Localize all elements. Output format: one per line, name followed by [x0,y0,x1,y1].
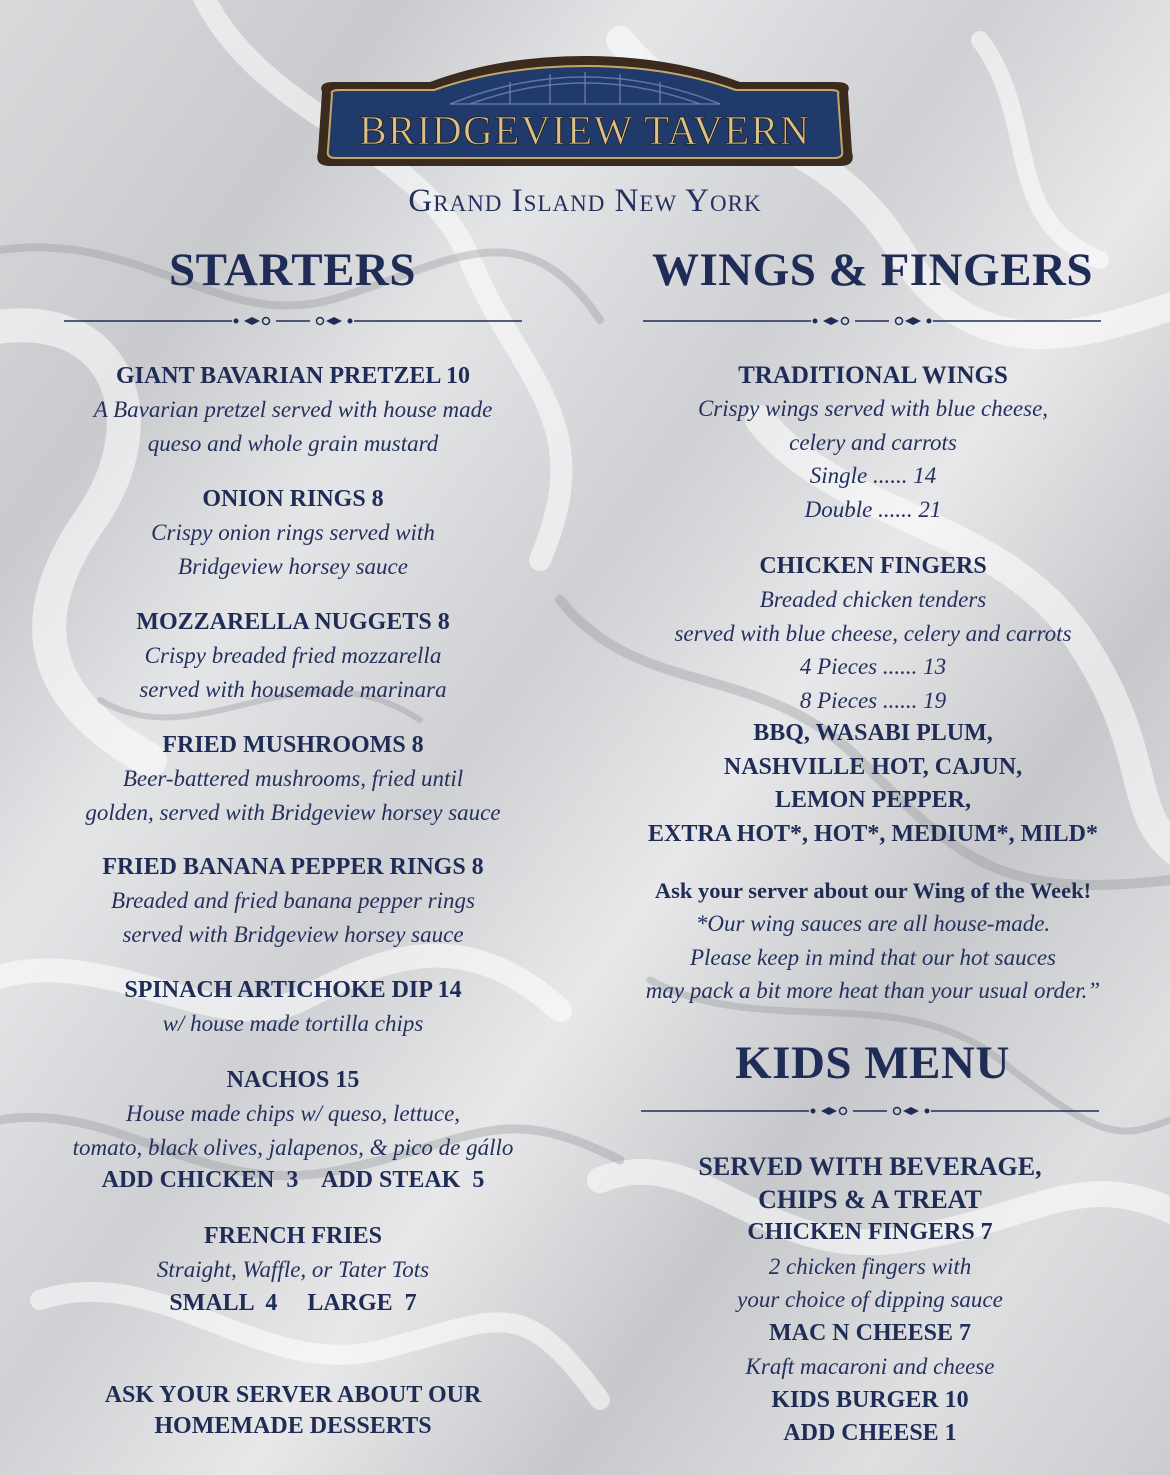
sauce-line: NASHVILLE HOT, CAJUN, [723,753,1023,780]
item-desc-line: served with housemade marinara [139,676,447,702]
menu-item-french-fries [53,1220,533,1320]
wings-title: WINGS & FINGERS [651,244,1093,296]
kids-item-name: KIDS BURGER 10 [771,1386,969,1413]
item-desc-line: served with blue cheese, celery and carrots [674,620,1072,646]
kids-item-desc: 2 chicken fingers with [768,1253,972,1279]
item-price-line: Single ...... 14 [809,463,937,488]
item-name: MOZZARELLA NUGGETS 8 [136,609,450,635]
item-desc-line: tomato, black olives, jalapenos, & pico de gállo [72,1134,514,1160]
item-desc-line: w/ house made tortilla chips [162,1011,424,1036]
kids-intro-line: CHIPS & A TREAT [758,1185,982,1214]
note-line: *Our wing sauces are all house-made. [695,911,1051,936]
item-desc-line: Beer-battered mushrooms, fried until [122,766,464,791]
item-name: FRIED MUSHROOMS 8 [162,732,424,758]
kids-item-addon: ADD CHEESE 1 [783,1420,957,1446]
item-desc-line: Breaded and fried banana pepper rings [111,888,475,913]
kids-item-name: CHICKEN FINGERS 7 [747,1219,993,1245]
menu-item-spinach-dip [53,974,533,1041]
item-name: NACHOS 15 [226,1067,360,1093]
menu-item-nachos [53,1064,533,1197]
desserts-note [53,1380,533,1442]
menu-item-chicken-fingers [633,550,1113,851]
item-price-line: Double ...... 21 [804,496,942,522]
location-subtitle: Grand Island New York [408,183,762,219]
item-desc-line: Bridgeview horsey sauce [178,553,408,579]
logo-sign [310,52,860,178]
item-name: CHICKEN FINGERS [759,553,987,579]
sauce-line: BBQ, WASABI PLUM, [753,720,993,746]
sauce-line: LEMON PEPPER, [775,787,971,813]
item-desc-line: Breaded chicken tenders [759,587,987,612]
item-desc-line: queso and whole grain mustard [147,430,439,456]
menu-item-onion-rings [53,483,533,583]
kids-divider [641,1104,1099,1118]
item-desc-line: Crispy wings served with blue cheese, [697,396,1049,421]
desserts-note-line: HOMEMADE DESSERTS [154,1413,432,1439]
item-desc-line: Crispy onion rings served with [151,520,435,545]
item-desc-line: golden, served with Bridgeview horsey sauce [85,799,501,825]
tavern-logo [310,52,860,178]
item-desc-line: A Bavarian pretzel served with house made [93,397,493,422]
starters-divider [64,314,522,328]
menu-item-banana-pepper-rings [53,851,533,951]
menu-item-pretzel [53,360,533,460]
kids-item-desc: Kraft macaroni and cheese [745,1354,995,1379]
note-title: Ask your server about our Wing of the Week! [654,878,1092,903]
kids-item-name: MAC N CHEESE 7 [768,1319,972,1346]
item-name: GIANT BAVARIAN PRETZEL 10 [115,363,471,389]
item-name: FRENCH FRIES [203,1223,383,1249]
item-addons: ADD CHICKEN 3 ADD STEAK 5 [101,1167,485,1193]
item-name: SPINACH ARTICHOKE DIP 14 [124,977,462,1003]
wings-divider [643,314,1101,328]
item-desc-line: served with Bridgeview horsey sauce [122,921,464,947]
item-price-line: 4 Pieces ...... 13 [799,654,947,679]
item-price-line: 8 Pieces ...... 19 [799,687,947,713]
sauce-line: EXTRA HOT*, HOT*, MEDIUM*, MILD* [647,820,1099,847]
desserts-note-line: ASK YOUR SERVER ABOUT OUR [104,1382,482,1408]
item-sizes: SMALL 4 LARGE 7 [169,1289,417,1316]
note-line: Please keep in mind that our hot sauces [689,944,1056,970]
item-name: FRIED BANANA PEPPER RINGS 8 [102,854,484,880]
item-name: TRADITIONAL WINGS [738,362,1008,389]
item-desc-line: Crispy breaded fried mozzarella [144,643,442,668]
menu-item-fried-mushrooms [53,729,533,829]
menu-item-mozzarella-nuggets [53,606,533,706]
wing-of-week-note [633,874,1113,1008]
item-desc-line: celery and carrots [789,429,957,455]
note-line: may pack a bit more heat than your usual order.” [645,978,1101,1003]
starters-title: STARTERS [168,244,416,296]
kids-item-desc: your choice of dipping sauce [737,1287,1003,1312]
item-desc-line: Straight, Waffle, or Tater Tots [156,1257,430,1282]
logo-text: BRIDGEVIEW TAVERN [359,107,811,153]
item-desc-line: House made chips w/ queso, lettuce, [125,1101,461,1126]
item-name: ONION RINGS 8 [202,486,384,512]
kids-intro-line: SERVED WITH BEVERAGE, [698,1152,1042,1181]
kids-menu-items [630,1150,1110,1451]
kids-menu-title: KIDS MENU [735,1037,1010,1089]
menu-item-traditional-wings [633,359,1113,526]
